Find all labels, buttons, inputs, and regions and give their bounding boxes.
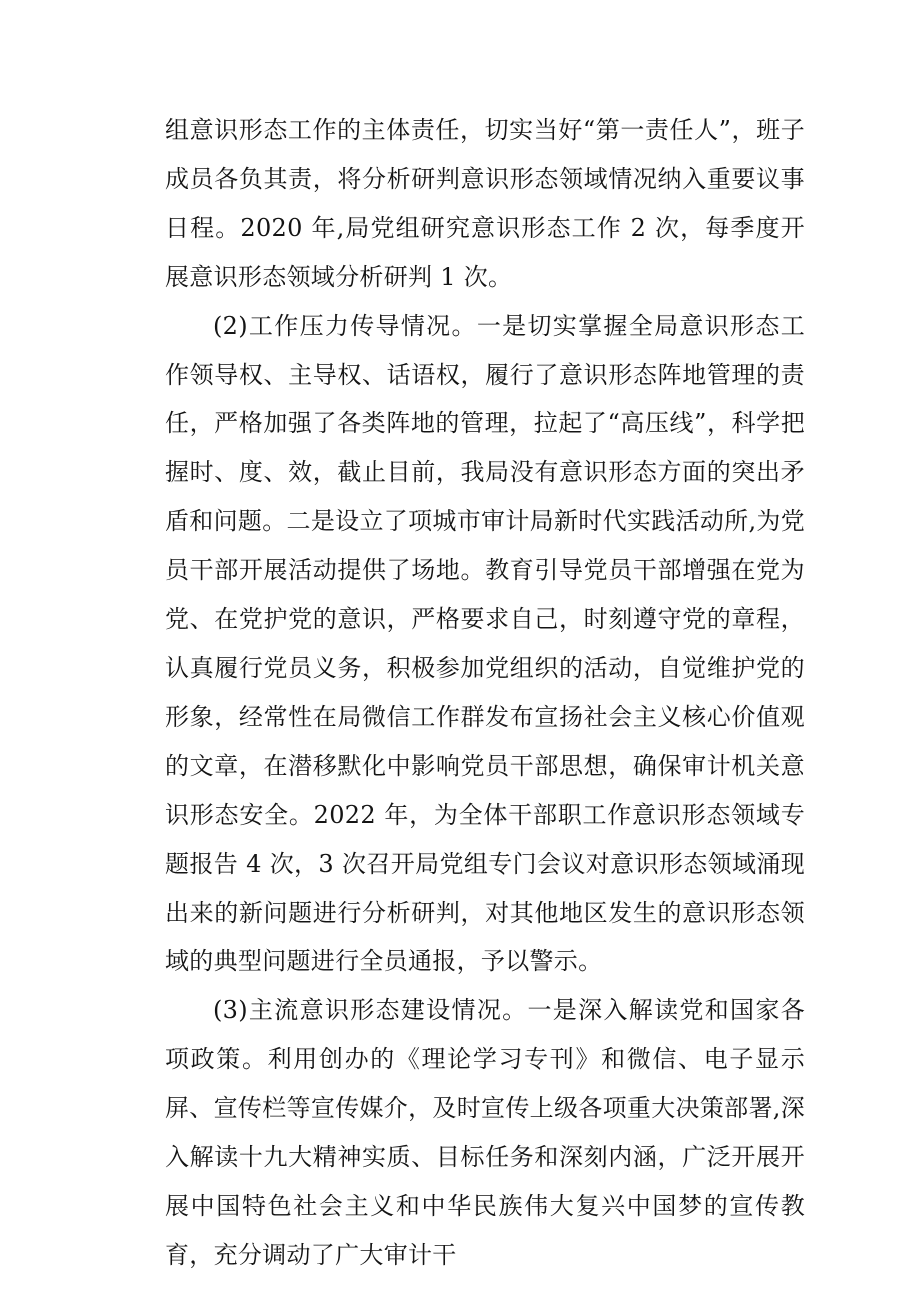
paragraph-2: (2)工作压力传导情况。一是切实掌握全局意识形态工作领导权、主导权、话语权，履行了意识形态阵地管理的责任，严格加强了各类阵地的管理，拉起了“高压线”，科学把握时、度、效，截止目前，我局没有意识形态方面的突出矛盾和问题。二是设立了项城市审计局新时代实践活动所,为党员干部开展活动提供了场地。教育引导党员干部增强在党为党、在党护党的意识，严格要求自己，时刻遵守党的章程，认真履行党员义务，积极参加党组织的活动，自觉维护党的形象，经常性在局微信工作群发布宣扬社会主义核心价值观的文章，在潜移默化中影响党员干部思想，确保审计机关意识形态安全。2022 年，为全体干部职工作意识形态领域专题报告 4 次，3 次召开局党组专门会议对意识形态领域涌现出来的新问题进行分析研判，对其他地区发生的意识形态领域的典型问题进行全员通报，予以警示。: [165, 311, 805, 976]
paragraph-3: (3)主流意识形态建设情况。一是深入解读党和国家各项政策。利用创办的《理论学习专刊》和微信、电子显示屏、宣传栏等宣传媒介，及时宣传上级各项重大决策部署,深入解读十九大精神实质、目标任务和深刻内涵，广泛开展开展中国特色社会主义和中华民族伟大复兴中国梦的宣传教育，充分调动了广大审计干: [165, 996, 805, 1269]
document-body: [165, 106, 805, 1280]
paragraph-1: 组意识形态工作的主体责任，切实当好“第一责任人”，班子成员各负其责，将分析研判意识形态领域情况纳入重要议事日程。2020 年,局党组研究意识形态工作 2 次，每季度开展意识形态领域分析研判 1 次。: [165, 116, 805, 291]
